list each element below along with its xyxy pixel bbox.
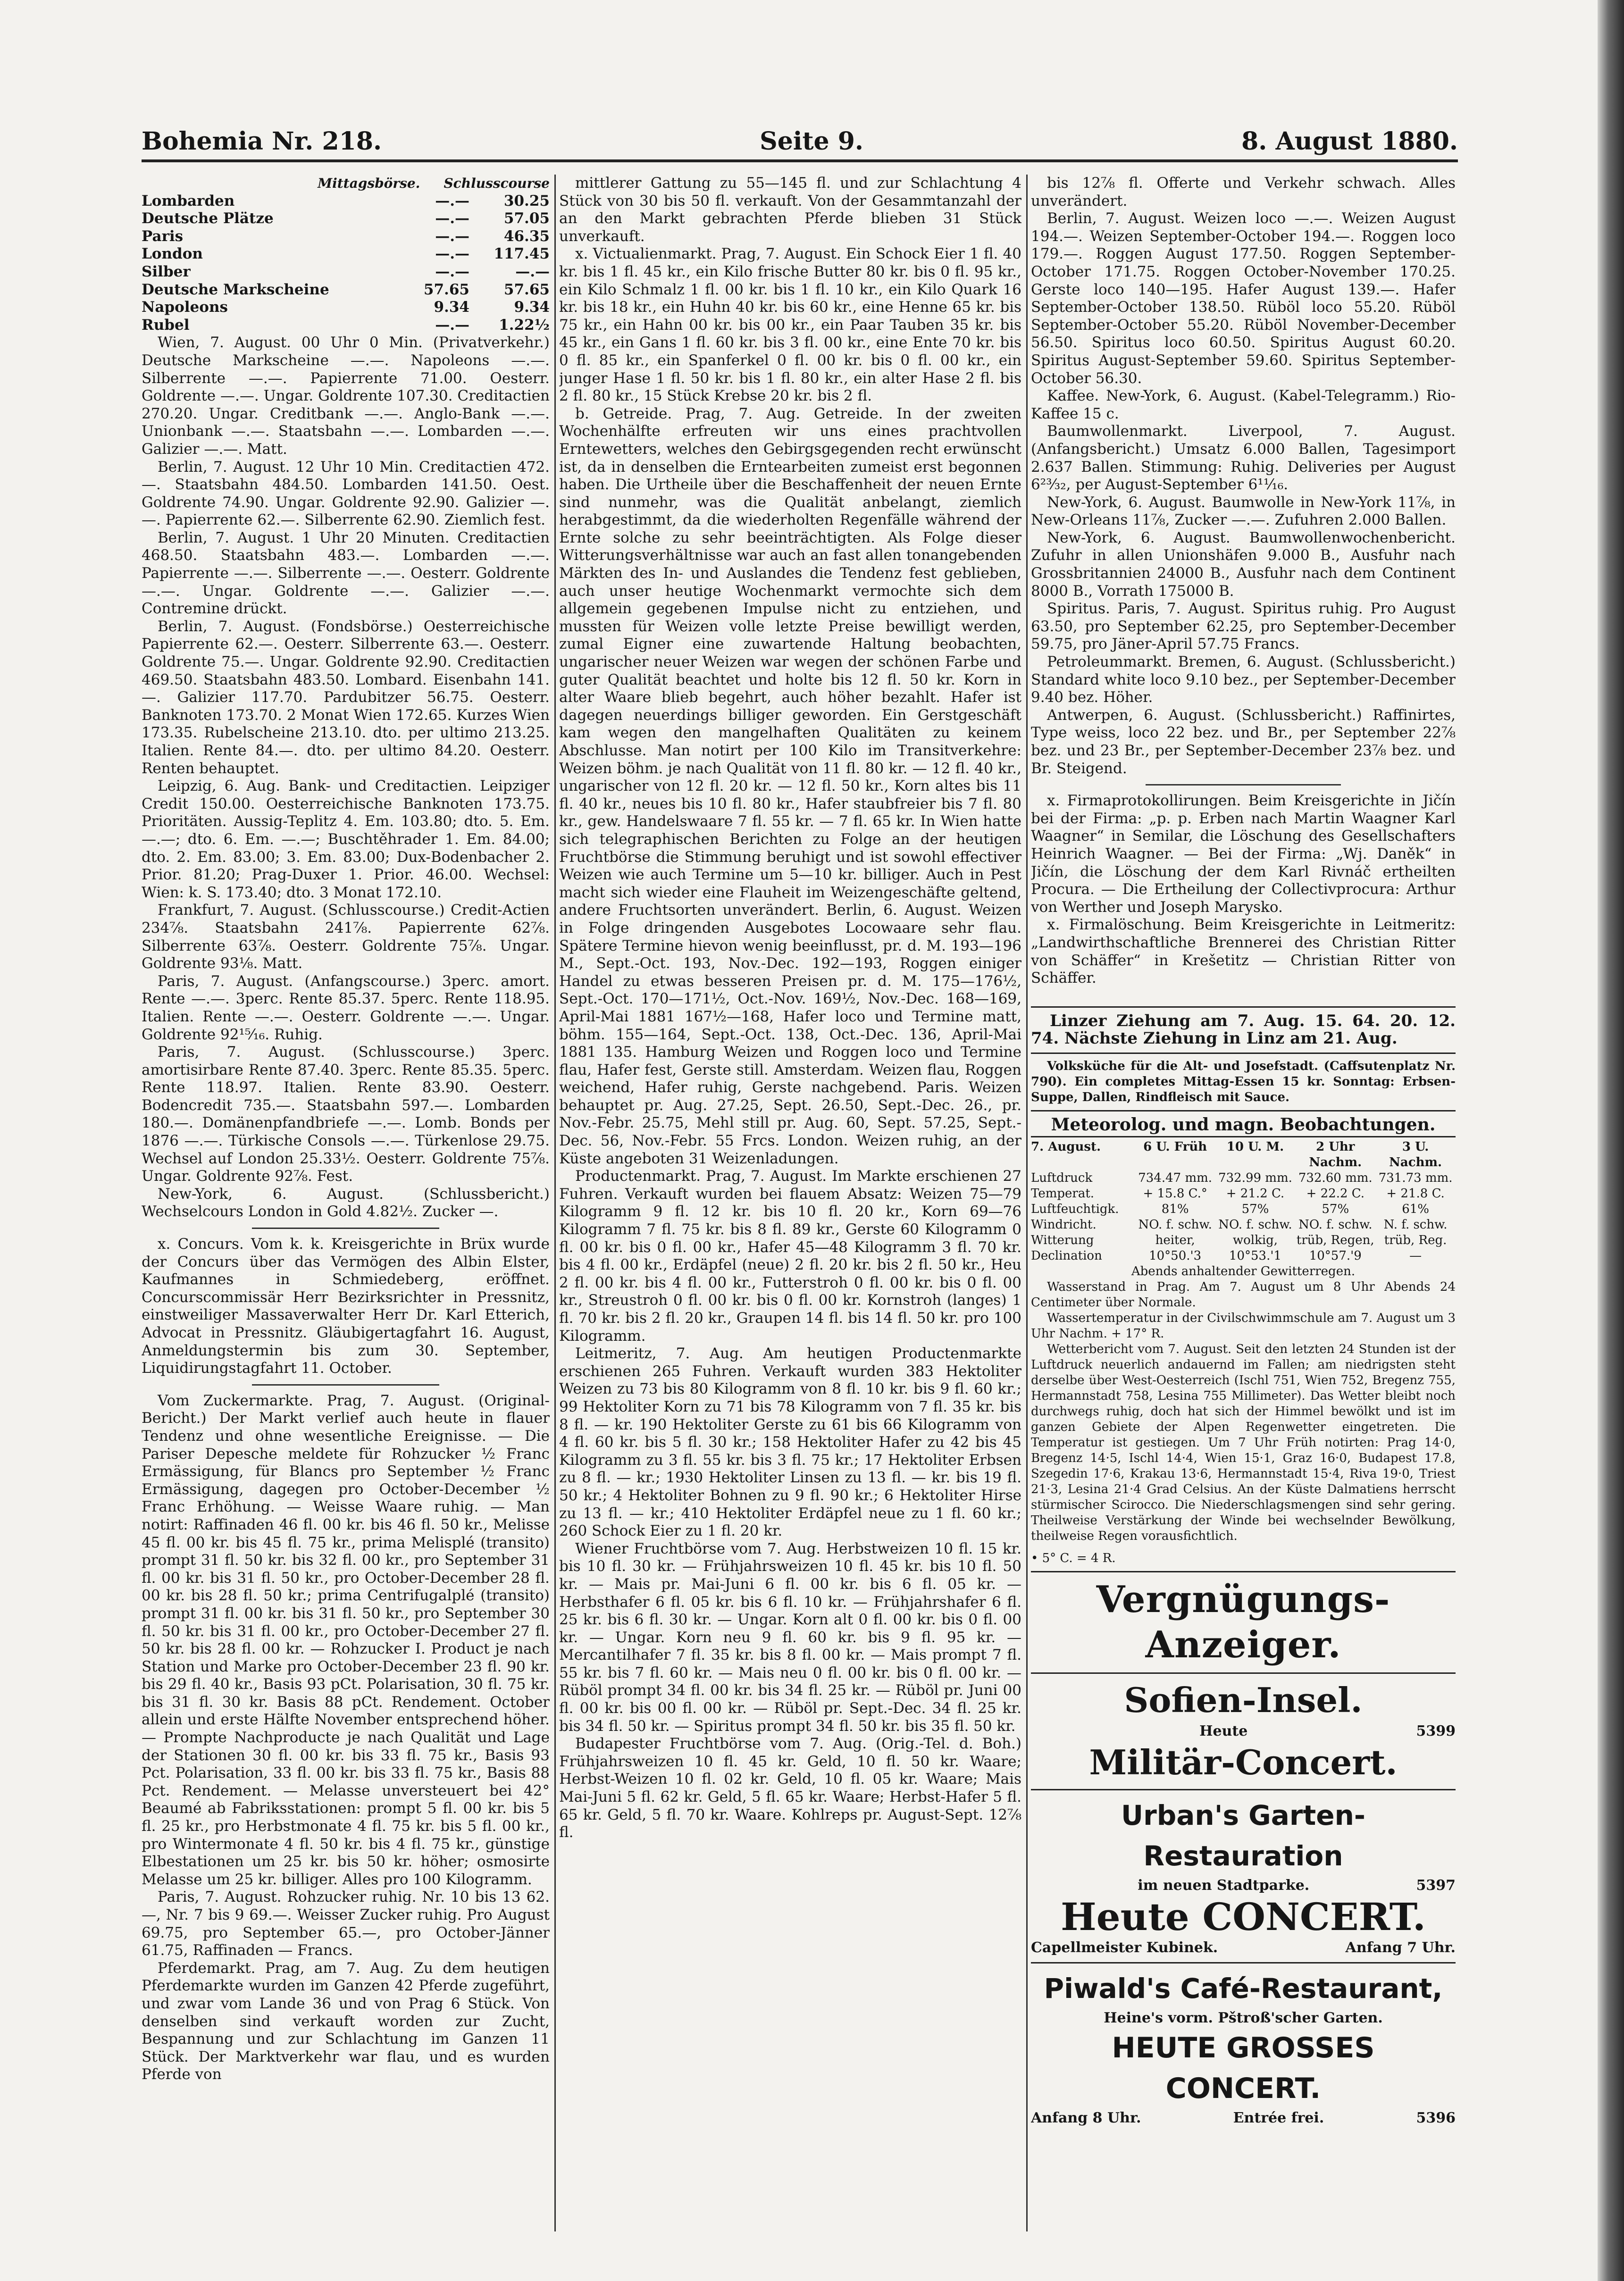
weather-cell: trüb, Regen, <box>1296 1233 1374 1247</box>
issue-date: 8. August 1880. <box>1241 127 1458 156</box>
separator <box>1031 1672 1456 1674</box>
report-paragraph: x. Firmaprotokollirungen. Beim Kreisgerichte in Jičín bei der Firma: „p. p. Erben nach Martin Waagner Karl Waagner“ in Semilar, die Löschung des Gesellschafters Heinrich Waagner. — Bei der Firma: „Wj. Daněk“ in Jičín, die Löschung der dem Karl Rivnáč ertheilten Procura. — Die Ertheilung der Collectivprocura: Arthur von Werther und Joseph Marysko. <box>1031 792 1456 916</box>
table-cell-name: Paris <box>142 227 184 245</box>
report-paragraph: Baumwollenmarkt. Liverpool, 7. August. (Anfangsbericht.) Umsatz 6.000 Ballen, Tagesimport 2.637 Ballen. Stimmung: Ruhig. Deliveries per August 6²³⁄₃₂, per August-September 6¹¹⁄₁₆. <box>1031 423 1456 493</box>
table-cell-name: Silber <box>142 263 191 280</box>
separator <box>252 1384 440 1386</box>
report-paragraph: Petroleummarkt. Bremen, 6. August. (Schlussbericht.) Standard white loco 9.10 bez., per September-December 9.40 bez. Höher. <box>1031 653 1456 706</box>
report-paragraph: x. Victualienmarkt. Prag, 7. August. Ein Schock Eier 1 fl. 40 kr. bis 1 fl. 45 kr., ein Kilo frische Butter 80 kr. bis 0 fl. 95 kr., ein Kilo Schmalz 1 fl. 00 kr. bis 1 fl. 10 kr., ein Kilo Quark 16 kr. bis 18 kr., ein Huhn 40 kr. bis 60 kr., eine Henne 65 kr. bis 75 kr., ein Hahn 00 kr. bis 00 kr., ein Paar Tauben 35 kr. bis 45 kr., ein Gans 1 fl. 60 kr. bis 3 fl. 00 kr., eine Ente 70 kr. bis 0 fl. 85 kr., ein Spanferkel 0 fl. 00 kr. bis 0 fl. 00 kr., ein junger Hase 1 fl. 50 kr. bis 1 fl. 80 kr., ein alter Hase 2 fl. bis 2 fl. 80 kr., 15 Stück Krebse 20 kr. bis 2 fl. <box>559 245 1021 405</box>
weather-row <box>1031 1217 1456 1233</box>
ad-kapell-line <box>1031 1938 1456 1957</box>
ad-anfang: Anfang 8 Uhr. <box>1031 2109 1141 2126</box>
table-cell-close: 57.65 <box>503 281 550 298</box>
weather-row <box>1031 1186 1456 1202</box>
ad-number: 5397 <box>1416 1877 1456 1894</box>
report-paragraph: Berlin, 7. August. (Fondsbörse.) Oesterreichische Papierrente 62.—. Oesterr. Silberrente 63.—. Oesterr. Goldrente 75.—. Ungar. Goldrente 92.90. Creditactien 469.50. Staatsbahn 483.50. Lombard. Eisenbahn 141.—. Galizier 117.70. Pardubitzer 56.75. Oesterr. Banknoten 173.70. 2 Monat Wien 172.65. Kurzes Wien 173.35. Rubelscheine 213.10. dto. per ultimo 213.25. Italien. Rente 84.—. dto. per ultimo 84.20. Oesterr. Renten behauptet. <box>142 618 550 777</box>
exchange-table-header <box>142 175 550 192</box>
report-paragraph: Berlin, 7. August. 1 Uhr 20 Minuten. Creditactien 468.50. Staatsbahn 483.—. Lombarden —.—. Papierrente —.—. Silberrente —.—. Oesterr. Goldrente —.—. Ungar. Goldrente —.—. Galizier —.—. Contremine drückt. <box>142 529 550 618</box>
report-paragraph: Leipzig, 6. Aug. Bank- und Creditactien. Leipziger Credit 150.00. Oesterreichische Banknoten 173.75. Prioritäten. Aussig-Teplitz 4. Em. 103.80; dto. 5. Em. —.—; dto. 6. Em. —.—; Buschtěhrader 1. Em. 84.00; dto. 2. Em. 83.00; 3. Em. 83.00; Dux-Bodenbacher 2. Prior. 81.20; Prag-Duxer 1. Prior. 46.00. Wechsel: Wien: k. S. 173.40; dto. 3 Monat 172.10. <box>142 777 550 901</box>
ad-grosses-concert: HEUTE GROSSES CONCERT. <box>1112 2031 1375 2105</box>
column-1 <box>142 175 550 2231</box>
table-cell-name: Napoleons <box>142 299 228 316</box>
ad-militaer-concert: Militär-Concert. <box>1089 1742 1398 1782</box>
ad-heute: Heute <box>1199 1722 1248 1739</box>
linzer-lottery: Linzer Ziehung am 7. Aug. 15. 64. 20. 12. 74. Nächste Ziehung in Linz am 21. Aug. <box>1031 1011 1456 1048</box>
ad-heine-line <box>1031 2009 1456 2028</box>
weather-table <box>1031 1139 1456 1264</box>
table-row <box>142 210 550 228</box>
newspaper-issue: Bohemia Nr. 218. <box>142 127 382 156</box>
weather-cell: NO. f. schw. <box>1298 1217 1373 1232</box>
table-cell-name: Deutsche Markscheine <box>142 281 329 298</box>
table-cell-close: 30.25 <box>503 192 550 209</box>
ad-kapellmeister: Capellmeister Kubinek. <box>1031 1939 1218 1956</box>
table-header: Mittagsbörse. <box>318 175 420 191</box>
weather-cell: heiter, <box>1155 1233 1195 1247</box>
sugar-market-reports <box>142 1392 550 2084</box>
ad-heute-concert: Heute CONCERT. <box>1061 1894 1426 1939</box>
weather-cell: 61% <box>1402 1202 1429 1216</box>
column-2 <box>559 175 1021 2231</box>
weather-cell: 10°53.'1 <box>1229 1248 1282 1263</box>
separator <box>252 1228 440 1229</box>
column-3 <box>1031 175 1456 2231</box>
stock-reports <box>142 334 550 1221</box>
table-cell-name: London <box>142 245 203 263</box>
weather-notes <box>1031 1279 1456 1544</box>
weather-note: Abends anhaltender Gewitterregen. <box>1131 1264 1356 1278</box>
weather-cell: + 22.2 C. <box>1306 1186 1364 1201</box>
column-divider <box>1026 175 1028 2231</box>
weather-footnote: • 5° C. = 4 R. <box>1031 1551 1116 1565</box>
ad-stadtpark-line <box>1031 1876 1456 1895</box>
table-row <box>142 245 550 263</box>
weather-cell: NO. f. schw. <box>1138 1217 1212 1232</box>
ads-heading: Vergnügungs-Anzeiger. <box>1096 1578 1390 1666</box>
table-row <box>142 281 550 299</box>
report-paragraph: Wiener Fruchtbörse vom 7. Aug. Herbstweizen 10 fl. 15 kr. bis 10 fl. 30 kr. — Frühjahrsweizen 10 fl. 45 kr. bis 10 fl. 50 kr. — Mais pr. Mai-Juni 6 fl. 00 kr. bis 6 fl. 05 kr. — Herbsthafer 6 fl. 05 kr. bis 6 fl. 10 kr. — Frühjahrshafer 6 fl. 25 kr. bis 6 fl. 30 kr. — Ungar. Korn alt 0 fl. 00 kr. bis 0 fl. 00 kr. — Ungar. Korn neu 9 fl. 60 kr. bis 9 fl. 95 kr. — Mercantilhafer 7 fl. 35 kr. bis 8 fl. 00 kr. — Mais prompt 7 fl. 55 kr. bis 7 fl. 60 kr. — Mais neu 0 fl. 00 kr. bis 0 fl. 00 kr. — Rüböl prompt 34 fl. 00 kr. bis 34 fl. 25 kr. — Rüböl pr. Juni 00 fl. 00 kr. bis 00 fl. 00 kr. — Rüböl pr. Sept.-Dec. 34 fl. 25 kr. bis 34 fl. 50 kr. — Spiritus prompt 34 fl. 50 kr. bis 35 fl. 50 kr. <box>559 1540 1021 1735</box>
ad-sofien-insel: Sofien-Insel. <box>1124 1679 1363 1720</box>
table-cell-midday: 57.65 <box>423 281 469 298</box>
column-divider <box>554 175 556 2231</box>
page-header <box>142 113 1458 156</box>
ad-entree: Entrée frei. <box>1233 2109 1324 2126</box>
report-paragraph: bis 12⅞ fl. Offerte und Verkehr schwach. Alles unverändert. <box>1031 175 1456 209</box>
weather-cell: 732.99 mm. <box>1218 1170 1292 1185</box>
weather-cell: Luftfeuchtigk. <box>1031 1202 1119 1216</box>
weather-cell: 6 U. Früh <box>1143 1139 1207 1154</box>
ad-heute-line <box>1031 1722 1456 1741</box>
table-row <box>142 317 550 334</box>
market-reports <box>559 175 1021 1842</box>
ad-anfang: Anfang 7 Uhr. <box>1345 1939 1456 1956</box>
report-paragraph: Budapester Fruchtbörse vom 7. Aug. (Orig.-Tel. d. Boh.) Frühjahrsweizen 10 fl. 45 kr. Geld, 10 fl. 50 kr. Waare; Herbst-Weizen 10 fl. 02 kr. Geld, 10 fl. 05 kr. Waare; Mais Mai-Juni 5 fl. 62 kr. Geld, 5 fl. 65 kr. Waare; Herbst-Hafer 5 fl. 65 kr. Geld, 5 fl. 70 kr. Waare. Kohlreps pr. August-Sept. 12⅞ fl. <box>559 1735 1021 1841</box>
weather-cell: 732.60 mm. <box>1298 1170 1373 1185</box>
weather-title: Meteorolog. und magn. Beobachtungen. <box>1051 1114 1436 1135</box>
weather-cell: + 21.2 C. <box>1226 1186 1285 1201</box>
weather-cell: wolkig, <box>1232 1233 1278 1247</box>
weather-cell: NO. f. schw. <box>1218 1217 1292 1232</box>
weather-cell: 10°50.'3 <box>1149 1248 1202 1263</box>
report-paragraph: Frankfurt, 7. August. (Schlusscourse.) Credit-Actien 234⅞. Staatsbahn 241⅞. Papierrente 62⅞. Silberrente 63⅞. Oesterr. Goldrente 75⅞. Ungar. Goldrente 93⅛. Matt. <box>142 902 550 972</box>
table-row <box>142 192 550 210</box>
table-header: Schlusscourse <box>444 175 550 191</box>
separator <box>1031 1053 1456 1054</box>
table-cell-close: 9.34 <box>514 299 550 316</box>
weather-row <box>1031 1233 1456 1248</box>
concurs-notice: x. Concurs. Vom k. k. Kreisgerichte in Brüx wurde der Concurs über das Vermögen des Albin Elster, Kaufmannes in Schmiedeberg, eröffnet. Concurscommissär Herr Bezirksrichter in Pressnitz, einstweiliger Massaverwalter Herr Dr. Karl Etterich, Advocat in Pressnitz. Gläubigertagfahrt 16. August, Anmeldungstermin bis zum 30. September, Liquidirungstagfahrt 11. October. <box>142 1236 550 1377</box>
table-cell-midday: —.— <box>435 192 469 209</box>
table-cell-name: Rubel <box>142 316 190 334</box>
report-paragraph: Paris, 7. August. Rohzucker ruhig. Nr. 10 bis 13 62.—, Nr. 7 bis 9 69.—. Weisser Zucker ruhig. Pro August 69.75, pro September 65.—, pro October-Jänner 61.75, Raffinaden — Francs. <box>142 1888 550 1959</box>
separator <box>1031 1789 1456 1790</box>
table-row <box>142 263 550 281</box>
separator <box>1031 1962 1456 1963</box>
separator <box>1146 784 1341 785</box>
ad-number: 5396 <box>1416 2109 1456 2126</box>
report-paragraph: Spiritus. Paris, 7. August. Spiritus ruhig. Pro August 63.50, pro September 62.25, pro September-December 59.75, pro Jäner-April 57.75 Francs. <box>1031 600 1456 653</box>
table-cell-midday: 9.34 <box>434 299 469 316</box>
header-rule <box>142 159 1458 162</box>
report-paragraph: Wien, 7. August. 00 Uhr 0 Min. (Privatverkehr.) Deutsche Markscheine —.—. Napoleons —.—. Silberrente —.—. Papierrente 71.00. Oesterr. Goldrente —.—. Ungar. Goldrente 107.30. Creditactien 270.20. Ungar. Creditbank —.—. Anglo-Bank —.—. Unionbank —.—. Staatsbahn —.—. Lombarden —.—. Galizier —.—. Matt. <box>142 334 550 458</box>
report-paragraph: Antwerpen, 6. August. (Schlussbericht.) Raffinirtes, Type weiss, loco 22 bez. und Br., per September 22⅞ bez. und 23 Br., per September-December 23⅞ bez. und Br. Steigend. <box>1031 706 1456 777</box>
table-cell-midday: —.— <box>435 245 469 263</box>
table-cell-name: Deutsche Plätze <box>142 210 274 227</box>
weather-cell: 3 U. Nachm. <box>1389 1139 1442 1170</box>
ad-piwald-cafe: Piwald's Café-Restaurant, <box>1044 1972 1443 2005</box>
weather-row <box>1031 1139 1456 1170</box>
report-paragraph: Paris, 7. August. (Anfangscourse.) 3perc. amort. Rente —.—. 3perc. Rente 85.37. 5perc. Rente 118.95. Italien. Rente —.—. Oesterr. Goldrente —.—. Ungar. Goldrente 92¹⁵⁄₁₆. Ruhig. <box>142 972 550 1043</box>
ad-heine-garten: Heine's vorm. Pštroß'scher Garten. <box>1104 2009 1383 2026</box>
report-paragraph: Wetterbericht vom 7. August. Seit den letzten 24 Stunden ist der Luftdruck neuerlich andauernd im Fallen; am niedrigsten steht derselbe über West-Oesterreich (Ischl 751, Wien 752, Bregenz 755, Hermannstadt 758, Lesina 755 Millimeter). Das Wetter bleibt noch durchwegs ruhig, doch hat sich der Himmel bewölkt und ist im ganzen Gebiete der Alpen Regenwetter eingetreten. Die Temperatur ist gestiegen. Um 7 Uhr Früh notirten: Prag 14·0, Bregenz 14·5, Ischl 14·4, Wien 15·1, Graz 16·0, Budapest 17.8, Szegedin 17·6, Krakau 13·6, Hermannstadt 15·4, Riva 19·0, Triest 21·3, Lesina 21·4 Grad Celsius. An der Küste Dalmatiens herrscht stürmischer Scirocco. Die Niederschlagsmengen sind sehr gering. Theilweise Verstärkung der Winde bei wechselnder Bewölkung, theilweise Regen vorausfichtlich. <box>1031 1342 1456 1543</box>
report-paragraph: Wasserstand in Prag. Am 7. August um 8 Uhr Abends 24 Centimeter über Normale. <box>1031 1279 1456 1310</box>
report-paragraph: Berlin, 7. August. 12 Uhr 10 Min. Creditactien 472.—. Staatsbahn 484.50. Lombarden 141.50. Oest. Goldrente 74.90. Ungar. Goldrente 92.90. Galizier —.—. Papierrente 62.—. Silberrente 62.90. Ziemlich fest. <box>142 458 550 529</box>
ad-number: 5399 <box>1416 1722 1456 1739</box>
exchange-table <box>142 192 550 334</box>
table-cell-midday: —.— <box>435 316 469 334</box>
report-paragraph: Wassertemperatur in der Civilschwimmschule am 7. August um 3 Uhr Nachm. + 17° R. <box>1031 1311 1456 1341</box>
firm-registrations <box>1031 792 1456 987</box>
weather-cell: + 21.8 C. <box>1386 1186 1445 1201</box>
commodity-reports <box>1031 175 1456 777</box>
weather-cell: 7. August. <box>1031 1139 1101 1154</box>
weather-cell: Declination <box>1031 1248 1102 1263</box>
report-paragraph: Vom Zuckermarkte. Prag, 7. August. (Original-Bericht.) Der Markt verlief auch heute in flauer Tendenz und ohne wesentliche Ereignisse. — Die Pariser Depesche meldete für Rohzucker ½ Franc Ermässigung, für Blancs pro September ½ Franc Ermässigung, dagegen pro October-December ½ Franc Erhöhung. — Weisse Waare ruhig. — Man notirt: Raffinaden 46 fl. 00 kr. bis 46 fl. 50 kr., Melisse 45 fl. 00 kr. bis 45 fl. 75 kr., prima Melisplé (transito) prompt 31 fl. 50 kr. bis 32 fl. 00 kr., pro September 31 fl. 00 kr. bis 31 fl. 50 kr., pro October-December 28 fl. 00 kr. bis 28 fl. 50 kr.; prima Centrifugalplé (transito) prompt 31 fl. 00 kr. bis 31 fl. 50 kr., pro September 30 fl. 50 kr. bis 31 fl. 00 kr., pro October-December 27 fl. 50 kr. bis 28 fl. 00 kr. — Rohzucker I. Product je nach Station und Marke pro October-December 23 fl. 90 kr. bis 29 fl. 40 kr., Basis 93 pCt. Polarisation, 30 fl. 75 kr. bis 31 fl. 30 kr. Basis 88 pCt. Rendement. October allein und erste Hälfte November entsprechend höher. — Prompte Nachproducte je nach Qualität und Lage der Stationen 30 fl. 00 kr. bis 33 fl. 75 kr., Basis 93 Pct. Polarisation, 33 fl. 00 kr. bis 33 fl. 75 kr., Basis 88 Pct. Rendement. — Melasse unversteuert bei 42° Beaumé ab Fabriksstationen: prompt 5 fl. 00 kr. bis 5 fl. 25 kr., pro Herbstmonate 4 fl. 75 kr. bis 5 fl. 00 kr., pro Wintermonate 4 fl. 50 kr. bis 4 fl. 75 kr., günstige Elbestationen um 25 kr. bis 50 kr. höher; osmosirte Melasse um 25 kr. billiger. Alles pro 100 Kilogramm. <box>142 1392 550 1888</box>
report-paragraph: b. Getreide. Prag, 7. Aug. Getreide. In der zweiten Wochenhälfte erfreuten wir uns eines prachtvollen Erntewetters, welches den Gebirgsgegenden recht erwünscht ist, da in denselben die Erntearbeiten zumeist erst begonnen haben. Die Urtheile über die Beschaffenheit der neuen Ernte sind nunmehr, was die Qualität anbelangt, ziemlich herabgestimmt, da die wiederholten Regenfälle während der Ernte solche zu sehr beeinträchtigten. Als Folge dieser Witterungsverhältnisse war auch an fast allen tonangebenden Märkten des In- und Auslandes die Tendenz fest geblieben, auch unser heutige Wochenmarkt vermochte sich dem allgemein gegebenen Impulse nicht zu entziehen, und mussten für Weizen volle letzte Preise bewilligt werden, zumal Eigner eine zuwartende Haltung beobachten, ungarischer neuer Weizen war wegen der schönen Farbe und guter Qualität beachtet und holte bis 12 fl. 50 kr. Korn in alter Waare blieb begehrt, auch höher bezahlt. Hafer ist dagegen neuerdings billiger geworden. Ein Gerstgeschäft kam wegen den mangelhaften Qualitäten zu keinem Abschlusse. Man notirt per 100 Kilo im Transitverkehre: Weizen böhm. je nach Qualität von 11 fl. 80 kr. — 12 fl. 40 kr., ungarischer von 12 fl. 20 kr. — 12 fl. 50 kr., Korn altes bis 11 fl. 40 kr., neues bis 10 fl. 80 kr., Hafer staubfreier bis 7 fl. 80 kr., gew. Handelswaare 7 fl. 55 kr. — 7 fl. 65 kr. In Wien hatte sich telegraphischen Berichten zu Folge an der heutigen Fruchtbörse die Stimmung beruhigt und ist sowohl effectiver Weizen wie auch Termine um 5—10 kr. billiger. Auch in Pest macht sich wieder eine Flauheit im Weizengeschäfte geltend, andere Fruchtsorten unverändert. Berlin, 6. August. Weizen in Folge dringenden Ausgebotes Locowaare sehr flau. Spätere Termine hievon wenig beeinflusst, pr. d. M. 193—196 M., Sept.-Oct. 193, Nov.-Dec. 192—193, Roggen einiger Handel zu etwas besseren Preisen pr. d. M. 175—176½, Sept.-Oct. 170—171½, Oct.-Nov. 169½, Nov.-Dec. 168—169, April-Mai 1881 167½—168, Hafer loco und Termine matt, böhm. 155—164, Sept.-Oct. 138, Oct.-Dec. 136, April-Mai 1881 135. Hamburg Weizen und Roggen loco und Termine flau, Hafer fest, Gerste still. Amsterdam. Weizen flau, Roggen weichend, Hafer ruhig, Gerste nachgebend. Paris. Weizen behauptet pr. Aug. 27.25, Sept. 26.50, Sept.-Dec. 26., pr. Nov.-Febr. 25.75, Mehl still pr. Aug. 60, Sept. 57.25, Sept.-Dec. 56, Nov.-Febr. 55 Frcs. London. Weizen ruhig, an der Küste angeboten 31 Weizenladungen. <box>559 405 1021 1167</box>
report-paragraph: New-York, 6. August. Baumwollenwochenbericht. Zufuhr in allen Unionshäfen 9.000 B., Ausfuhr nach Grossbritannien 24000 B., Ausfuhr nach dem Continent 8000 B., Vorrath 175000 B. <box>1031 529 1456 600</box>
weather-row <box>1031 1170 1456 1186</box>
weather-cell: trüb, Reg. <box>1384 1233 1447 1247</box>
weather-cell: 57% <box>1322 1202 1349 1216</box>
volkskueche-notice: Volksküche für die Alt- und Josefstadt. (Caffsutenplatz Nr. 790). Ein completes Mittag-Essen 15 kr. Sonntag: Erbsen-Suppe, Dallen, Rindfleisch mit Sauce. <box>1031 1059 1456 1104</box>
report-paragraph: New-York, 6. August. Baumwolle in New-York 11⅞, in New-Orleans 11⅞, Zucker —.—. Zufuhren 2.000 Ballen. <box>1031 493 1456 529</box>
table-cell-midday: —.— <box>435 210 469 227</box>
weather-cell: 734.47 mm. <box>1138 1170 1213 1185</box>
weather-cell: 731.73 mm. <box>1378 1170 1453 1185</box>
weather-cell: Temperat. <box>1031 1186 1095 1201</box>
ad-stadtpark: im neuen Stadtparke. <box>1138 1877 1310 1894</box>
separator <box>1031 1006 1456 1008</box>
table-cell-close: 117.45 <box>494 245 550 263</box>
weather-cell: 10°57.'9 <box>1309 1248 1362 1263</box>
table-row <box>142 299 550 317</box>
weather-cell: 2 Uhr Nachm. <box>1309 1139 1362 1170</box>
separator <box>1031 1571 1456 1572</box>
report-paragraph: Kaffee. New-York, 6. August. (Kabel-Telegramm.) Rio-Kaffee 15 c. <box>1031 387 1456 422</box>
table-cell-close: —.— <box>515 263 550 280</box>
report-paragraph: Productenmarkt. Prag, 7. August. Im Markte erschienen 27 Fuhren. Verkauft wurden bei flauem Absatz: Weizen 75—79 Kilogramm 9 fl. 12 kr. bis 10 fl. 20 kr., Korn 69—76 Kilogramm 7 fl. 75 kr. bis 8 fl. 89 kr., Gerste 60 Kilogramm 0 fl. 00 kr. bis 0 fl. 00 kr., Hafer 45—48 Kilogramm 3 fl. 70 kr. bis 4 fl. 00 kr., Erdäpfel (neue) 2 fl. 20 kr. bis 2 fl. 50 kr., Heu 2 fl. 00 kr. bis 4 fl. 00 kr., Futterstroh 0 fl. 00 kr. bis 0 fl. 00 kr., Streustroh 0 fl. 00 kr. bis 0 fl. 00 kr. Kornstroh (langes) 1 fl. 70 kr. bis 2 fl. 20 kr., Graupen 14 fl. bis 14 fl. 50 kr. pro 100 Kilogramm. <box>559 1168 1021 1345</box>
table-cell-close: 46.35 <box>503 227 550 245</box>
report-paragraph: Berlin, 7. August. Weizen loco —.—. Weizen August 194.—. Weizen September-October 194.—. Roggen loco 179.—. Roggen August 177.50. Roggen September-October 171.75. Roggen October-November 170.25. Gerste loco 140—195. Hafer August 139.—. Hafer September-October 138.50. Rüböl loco 55.20. Rüböl September-October 55.20. Rüböl November-December 56.50. Spiritus loco 60.50. Spiritus August 60.20. Spiritus August-September 59.60. Spiritus September-October 56.30. <box>1031 210 1456 387</box>
weather-cell: 81% <box>1161 1202 1189 1216</box>
ad-anfang-line <box>1031 2109 1456 2128</box>
weather-cell: 10 U. M. <box>1226 1139 1284 1154</box>
report-paragraph: x. Firmalöschung. Beim Kreisgerichte in Leitmeritz: „Landwirthschaftliche Brennerei des Christian Ritter von Schäffer“ in Krešetitz — Christian Ritter von Schäffer. <box>1031 916 1456 987</box>
separator <box>1031 1136 1456 1137</box>
report-paragraph: Paris, 7. August. (Schlusscourse.) 3perc. amortisirbare Rente 87.40. 3perc. Rente 85.35. 5perc. Rente 118.97. Italien. Rente 83.90. Oesterr. Bodencredit 735.—. Staatsbahn 597.—. Lombarden 180.—. Domänenpfandbriefe —.—. Lomb. Bonds per 1876 —.—. Türkische Consols —.—. Türkenlose 29.75. Wechsel auf London 25.33½. Oesterr. Goldrente 75⅞. Ungar. Goldrente 92⅞. Fest. <box>142 1044 550 1185</box>
page-number: Seite 9. <box>760 127 864 156</box>
report-paragraph: mittlerer Gattung zu 55—145 fl. und zur Schlachtung 4 Stück von 30 bis 50 fl. verkauft. Von der Gesammtanzahl der an den Markt gebrachten Pferde blieben 31 Stück unverkauft. <box>559 175 1021 245</box>
page-binding-edge <box>1598 0 1624 2281</box>
ad-urban-restauration: Urban's Garten-Restauration <box>1121 1799 1365 1872</box>
weather-cell: 57% <box>1241 1202 1269 1216</box>
weather-cell: — <box>1409 1248 1422 1263</box>
weather-cell: + 15.8 C.° <box>1143 1186 1207 1201</box>
weather-cell: Windricht. <box>1031 1217 1097 1232</box>
weather-cell: Witterung <box>1031 1233 1094 1247</box>
report-paragraph: New-York, 6. August. (Schlussbericht.) Wechselcours London in Gold 4.82½. Zucker —. <box>142 1185 550 1220</box>
weather-row <box>1031 1202 1456 1217</box>
report-paragraph: Pferdemarkt. Prag, am 7. Aug. Zu dem heutigen Pferdemarkte wurden im Ganzen 42 Pferde zugeführt, und zwar vom Lande 36 und von Prag 6 Stück. Von denselben sind verkauft worden zur Zucht, Bespannung und zur Schlachtung im Ganzen 11 Stück. Der Marktverkehr war flau, und es wurden Pferde von <box>142 1959 550 2083</box>
table-cell-midday: —.— <box>435 263 469 280</box>
weather-cell: Luftdruck <box>1031 1170 1093 1185</box>
table-cell-close: 1.22½ <box>499 316 550 334</box>
weather-cell: N. f. schw. <box>1383 1217 1448 1232</box>
report-paragraph: Leitmeritz, 7. Aug. Am heutigen Productenmarkte erschienen 265 Fuhren. Verkauft wurden 383 Hektoliter Weizen zu 73 bis 80 Kilogramm von 8 fl. 10 kr. bis 9 fl. 60 kr.; 99 Hektoliter Korn zu 71 bis 78 Kilogramm von 7 fl. 35 kr. bis 8 fl. — kr. 190 Hektoliter Gerste zu 61 bis 66 Kilogramm von 4 fl. 60 kr. bis 5 fl. 30 kr.; 158 Hektoliter Hafer zu 42 bis 45 Kilogramm zu 3 fl. 55 kr. bis 3 fl. 75 kr.; 17 Hektoliter Erbsen zu 8 fl. — kr.; 1930 Hektoliter Linsen zu 13 fl. — kr. bis 19 fl. 50 kr.; 4 Hektoliter Bohnen zu 9 fl. 90 kr.; 6 Hektoliter Hirse zu 13 fl. — kr.; 410 Hektoliter Erdäpfel neue zu 1 fl. 60 kr.; 260 Schock Eier zu 1 fl. 20 kr. <box>559 1345 1021 1540</box>
separator <box>1031 1110 1456 1111</box>
table-cell-midday: —.— <box>435 227 469 245</box>
weather-row <box>1031 1248 1456 1264</box>
table-row <box>142 228 550 246</box>
table-cell-name: Lombarden <box>142 192 235 209</box>
table-cell-close: 57.05 <box>503 210 550 227</box>
